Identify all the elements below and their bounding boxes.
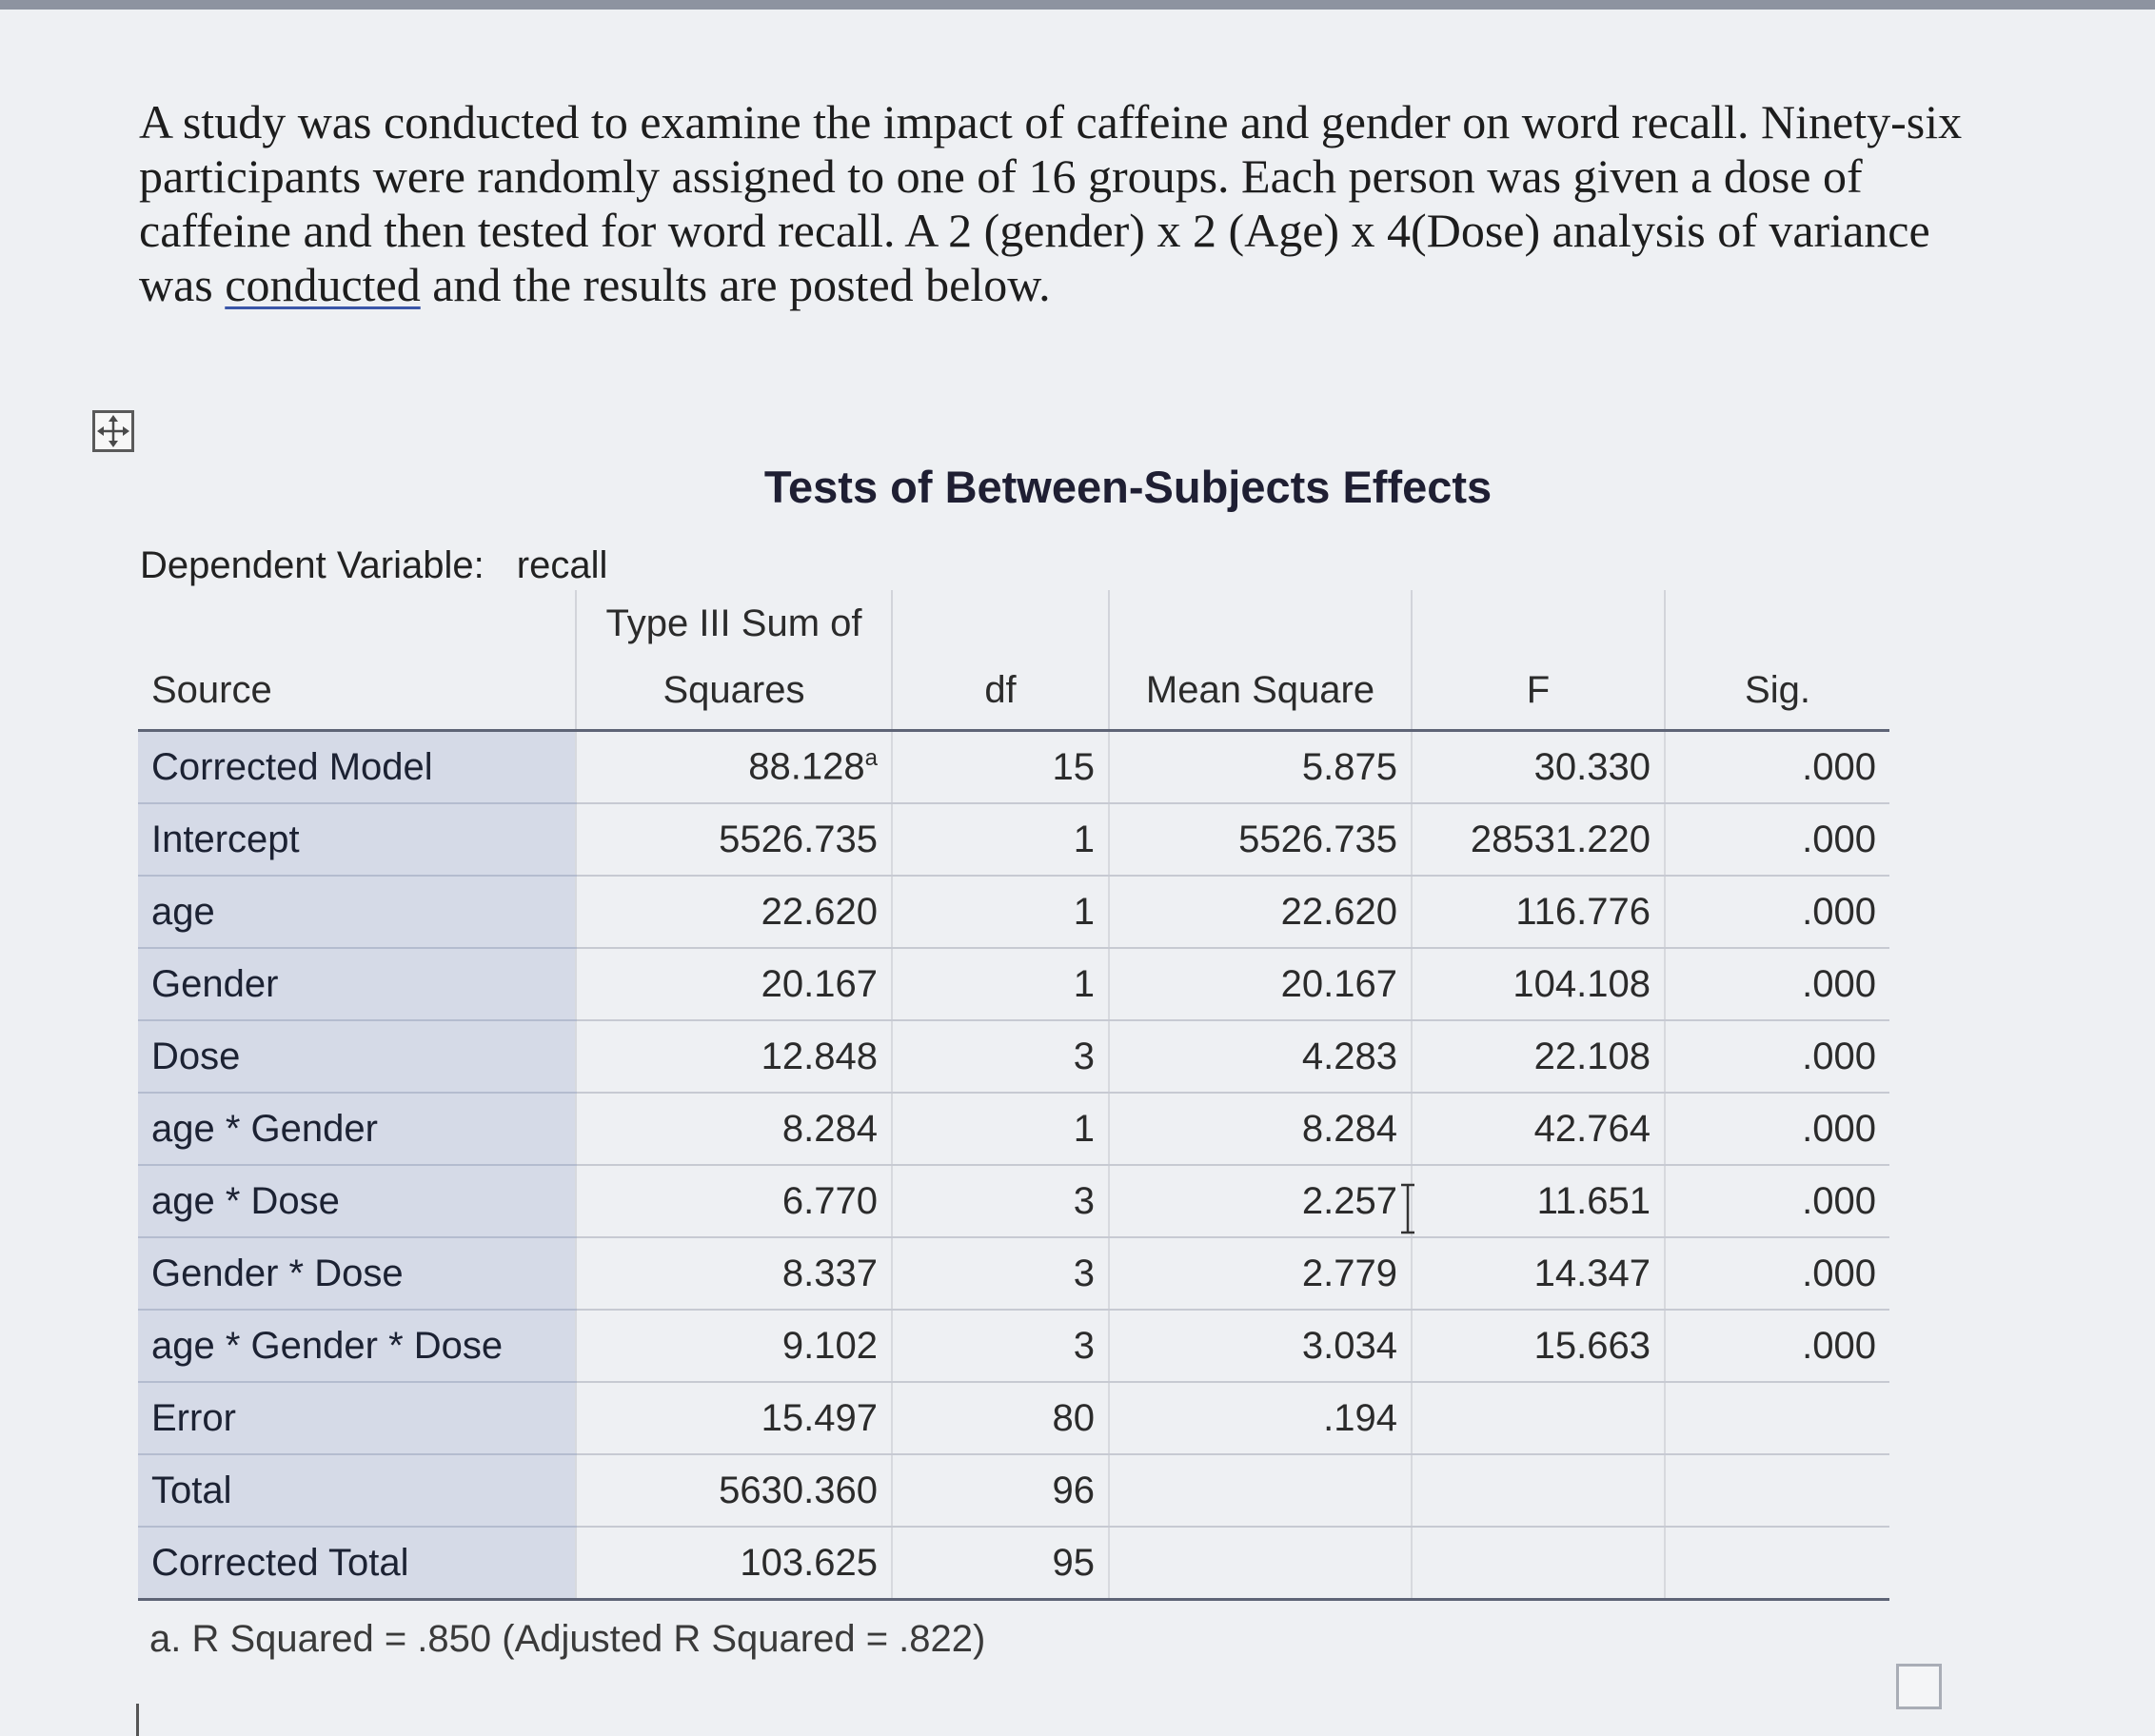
cell-mean-square: 2.257 bbox=[1109, 1165, 1412, 1237]
cell-df: 1 bbox=[892, 948, 1109, 1020]
table-footnote: a. R Squared = .850 (Adjusted R Squared = .822) bbox=[149, 1618, 986, 1660]
question-part-1: A study was conducted to examine the impact of caffeine and gender on word recall. Ninety-six participants were randomly assigned to one of 16 groups. Each person was given a dose of caffeine and then tested for word recall. A 2 (gender) x 2 (Age) x 4(Dose) analysis of variance was bbox=[139, 95, 1963, 311]
cell-mean-square: 20.167 bbox=[1109, 948, 1412, 1020]
cell-f: 104.108 bbox=[1412, 948, 1665, 1020]
cell-source: Total bbox=[138, 1454, 576, 1527]
cell-source: age * Gender bbox=[138, 1093, 576, 1165]
cell-source: age * Dose bbox=[138, 1165, 576, 1237]
move-icon[interactable] bbox=[92, 410, 134, 452]
cell-f: 11.651 bbox=[1412, 1165, 1665, 1237]
table-row bbox=[138, 1310, 1889, 1382]
header-source: Source bbox=[138, 590, 576, 731]
table-body bbox=[138, 731, 1889, 1600]
table-row bbox=[138, 1237, 1889, 1310]
question-part-2: and the results are posted below. bbox=[420, 258, 1051, 311]
cell-mean-square: 3.034 bbox=[1109, 1310, 1412, 1382]
cell-df: 15 bbox=[892, 731, 1109, 804]
cell-sig: .000 bbox=[1665, 1310, 1889, 1382]
cell-mean-square: 8.284 bbox=[1109, 1093, 1412, 1165]
cell-df: 1 bbox=[892, 876, 1109, 948]
cell-source: Dose bbox=[138, 1020, 576, 1093]
cell-df: 3 bbox=[892, 1310, 1109, 1382]
cell-sum-of-squares: 12.848 bbox=[576, 1020, 892, 1093]
cell-mean-square: 2.779 bbox=[1109, 1237, 1412, 1310]
cell-source: Intercept bbox=[138, 803, 576, 876]
header-sum-of-squares: Type III Sum of Squares bbox=[576, 590, 892, 731]
cell-sum-of-squares: 15.497 bbox=[576, 1382, 892, 1454]
cell-source: Corrected Total bbox=[138, 1527, 576, 1600]
question-text bbox=[139, 95, 1995, 312]
cell-df: 80 bbox=[892, 1382, 1109, 1454]
header-df: df bbox=[892, 590, 1109, 731]
checkbox-icon[interactable] bbox=[1896, 1664, 1942, 1709]
cell-sig bbox=[1665, 1454, 1889, 1527]
header-mean-square: Mean Square bbox=[1109, 590, 1412, 731]
cell-sig: .000 bbox=[1665, 876, 1889, 948]
cell-df: 1 bbox=[892, 1093, 1109, 1165]
cell-f bbox=[1412, 1382, 1665, 1454]
table-row bbox=[138, 1527, 1889, 1600]
dependent-variable-label: Dependent Variable: bbox=[140, 544, 484, 586]
cell-df: 95 bbox=[892, 1527, 1109, 1600]
cell-sum-of-squares: 8.337 bbox=[576, 1237, 892, 1310]
cell-sig: .000 bbox=[1665, 1020, 1889, 1093]
cell-sig: .000 bbox=[1665, 803, 1889, 876]
cell-sum-of-squares: 8.284 bbox=[576, 1093, 892, 1165]
cell-mean-square: .194 bbox=[1109, 1382, 1412, 1454]
dependent-variable-value: recall bbox=[516, 544, 608, 586]
cell-sum-of-squares: 5630.360 bbox=[576, 1454, 892, 1527]
table-header-row bbox=[138, 590, 1889, 731]
cell-sum-of-squares: 6.770 bbox=[576, 1165, 892, 1237]
cell-sum-of-squares: 88.128$^a$ bbox=[576, 731, 892, 804]
cell-f: 28531.220 bbox=[1412, 803, 1665, 876]
cell-sig: .000 bbox=[1665, 731, 1889, 804]
cell-f: 30.330 bbox=[1412, 731, 1665, 804]
cell-source: Gender * Dose bbox=[138, 1237, 576, 1310]
table-row bbox=[138, 731, 1889, 804]
table-row bbox=[138, 803, 1889, 876]
cell-f: 116.776 bbox=[1412, 876, 1665, 948]
cell-mean-square: 5526.735 bbox=[1109, 803, 1412, 876]
cell-source: Corrected Model bbox=[138, 731, 576, 804]
cell-df: 3 bbox=[892, 1020, 1109, 1093]
cell-sum-of-squares: 5526.735 bbox=[576, 803, 892, 876]
cell-f bbox=[1412, 1454, 1665, 1527]
cell-df: 1 bbox=[892, 803, 1109, 876]
cell-source: Error bbox=[138, 1382, 576, 1454]
cell-sig bbox=[1665, 1527, 1889, 1600]
cell-sum-of-squares: 22.620 bbox=[576, 876, 892, 948]
anova-table bbox=[138, 590, 1889, 1601]
cell-df: 96 bbox=[892, 1454, 1109, 1527]
cell-sum-of-squares: 9.102 bbox=[576, 1310, 892, 1382]
cell-df: 3 bbox=[892, 1165, 1109, 1237]
cell-sum-of-squares: 20.167 bbox=[576, 948, 892, 1020]
cell-df: 3 bbox=[892, 1237, 1109, 1310]
table-row bbox=[138, 1093, 1889, 1165]
cell-mean-square: 5.875 bbox=[1109, 731, 1412, 804]
cell-sig: .000 bbox=[1665, 1165, 1889, 1237]
table-title: Tests of Between-Subjects Effects bbox=[763, 462, 1493, 512]
dependent-variable bbox=[140, 544, 607, 587]
text-cursor-icon bbox=[1397, 1182, 1418, 1235]
cell-source: age bbox=[138, 876, 576, 948]
cell-sig bbox=[1665, 1382, 1889, 1454]
cell-f bbox=[1412, 1527, 1665, 1600]
cell-f: 42.764 bbox=[1412, 1093, 1665, 1165]
cell-sum-of-squares: 103.625 bbox=[576, 1527, 892, 1600]
cell-mean-square: 22.620 bbox=[1109, 876, 1412, 948]
cell-f: 22.108 bbox=[1412, 1020, 1665, 1093]
cell-sig: .000 bbox=[1665, 1237, 1889, 1310]
table-row bbox=[138, 1165, 1889, 1237]
cell-source: age * Gender * Dose bbox=[138, 1310, 576, 1382]
window-top-edge bbox=[0, 0, 2155, 10]
footnote-marker: a bbox=[864, 745, 878, 772]
underlined-word: conducted bbox=[225, 258, 421, 311]
header-f: F bbox=[1412, 590, 1665, 731]
table-row bbox=[138, 948, 1889, 1020]
text-caret-mark bbox=[136, 1704, 139, 1736]
cell-sig: .000 bbox=[1665, 1093, 1889, 1165]
cell-sig: .000 bbox=[1665, 948, 1889, 1020]
cell-source: Gender bbox=[138, 948, 576, 1020]
cell-mean-square bbox=[1109, 1454, 1412, 1527]
table-row bbox=[138, 1454, 1889, 1527]
cell-mean-square bbox=[1109, 1527, 1412, 1600]
header-sig: Sig. bbox=[1665, 590, 1889, 731]
cell-f: 15.663 bbox=[1412, 1310, 1665, 1382]
cell-mean-square: 4.283 bbox=[1109, 1020, 1412, 1093]
table-row bbox=[138, 1382, 1889, 1454]
table-row bbox=[138, 876, 1889, 948]
cell-f: 14.347 bbox=[1412, 1237, 1665, 1310]
table-row bbox=[138, 1020, 1889, 1093]
